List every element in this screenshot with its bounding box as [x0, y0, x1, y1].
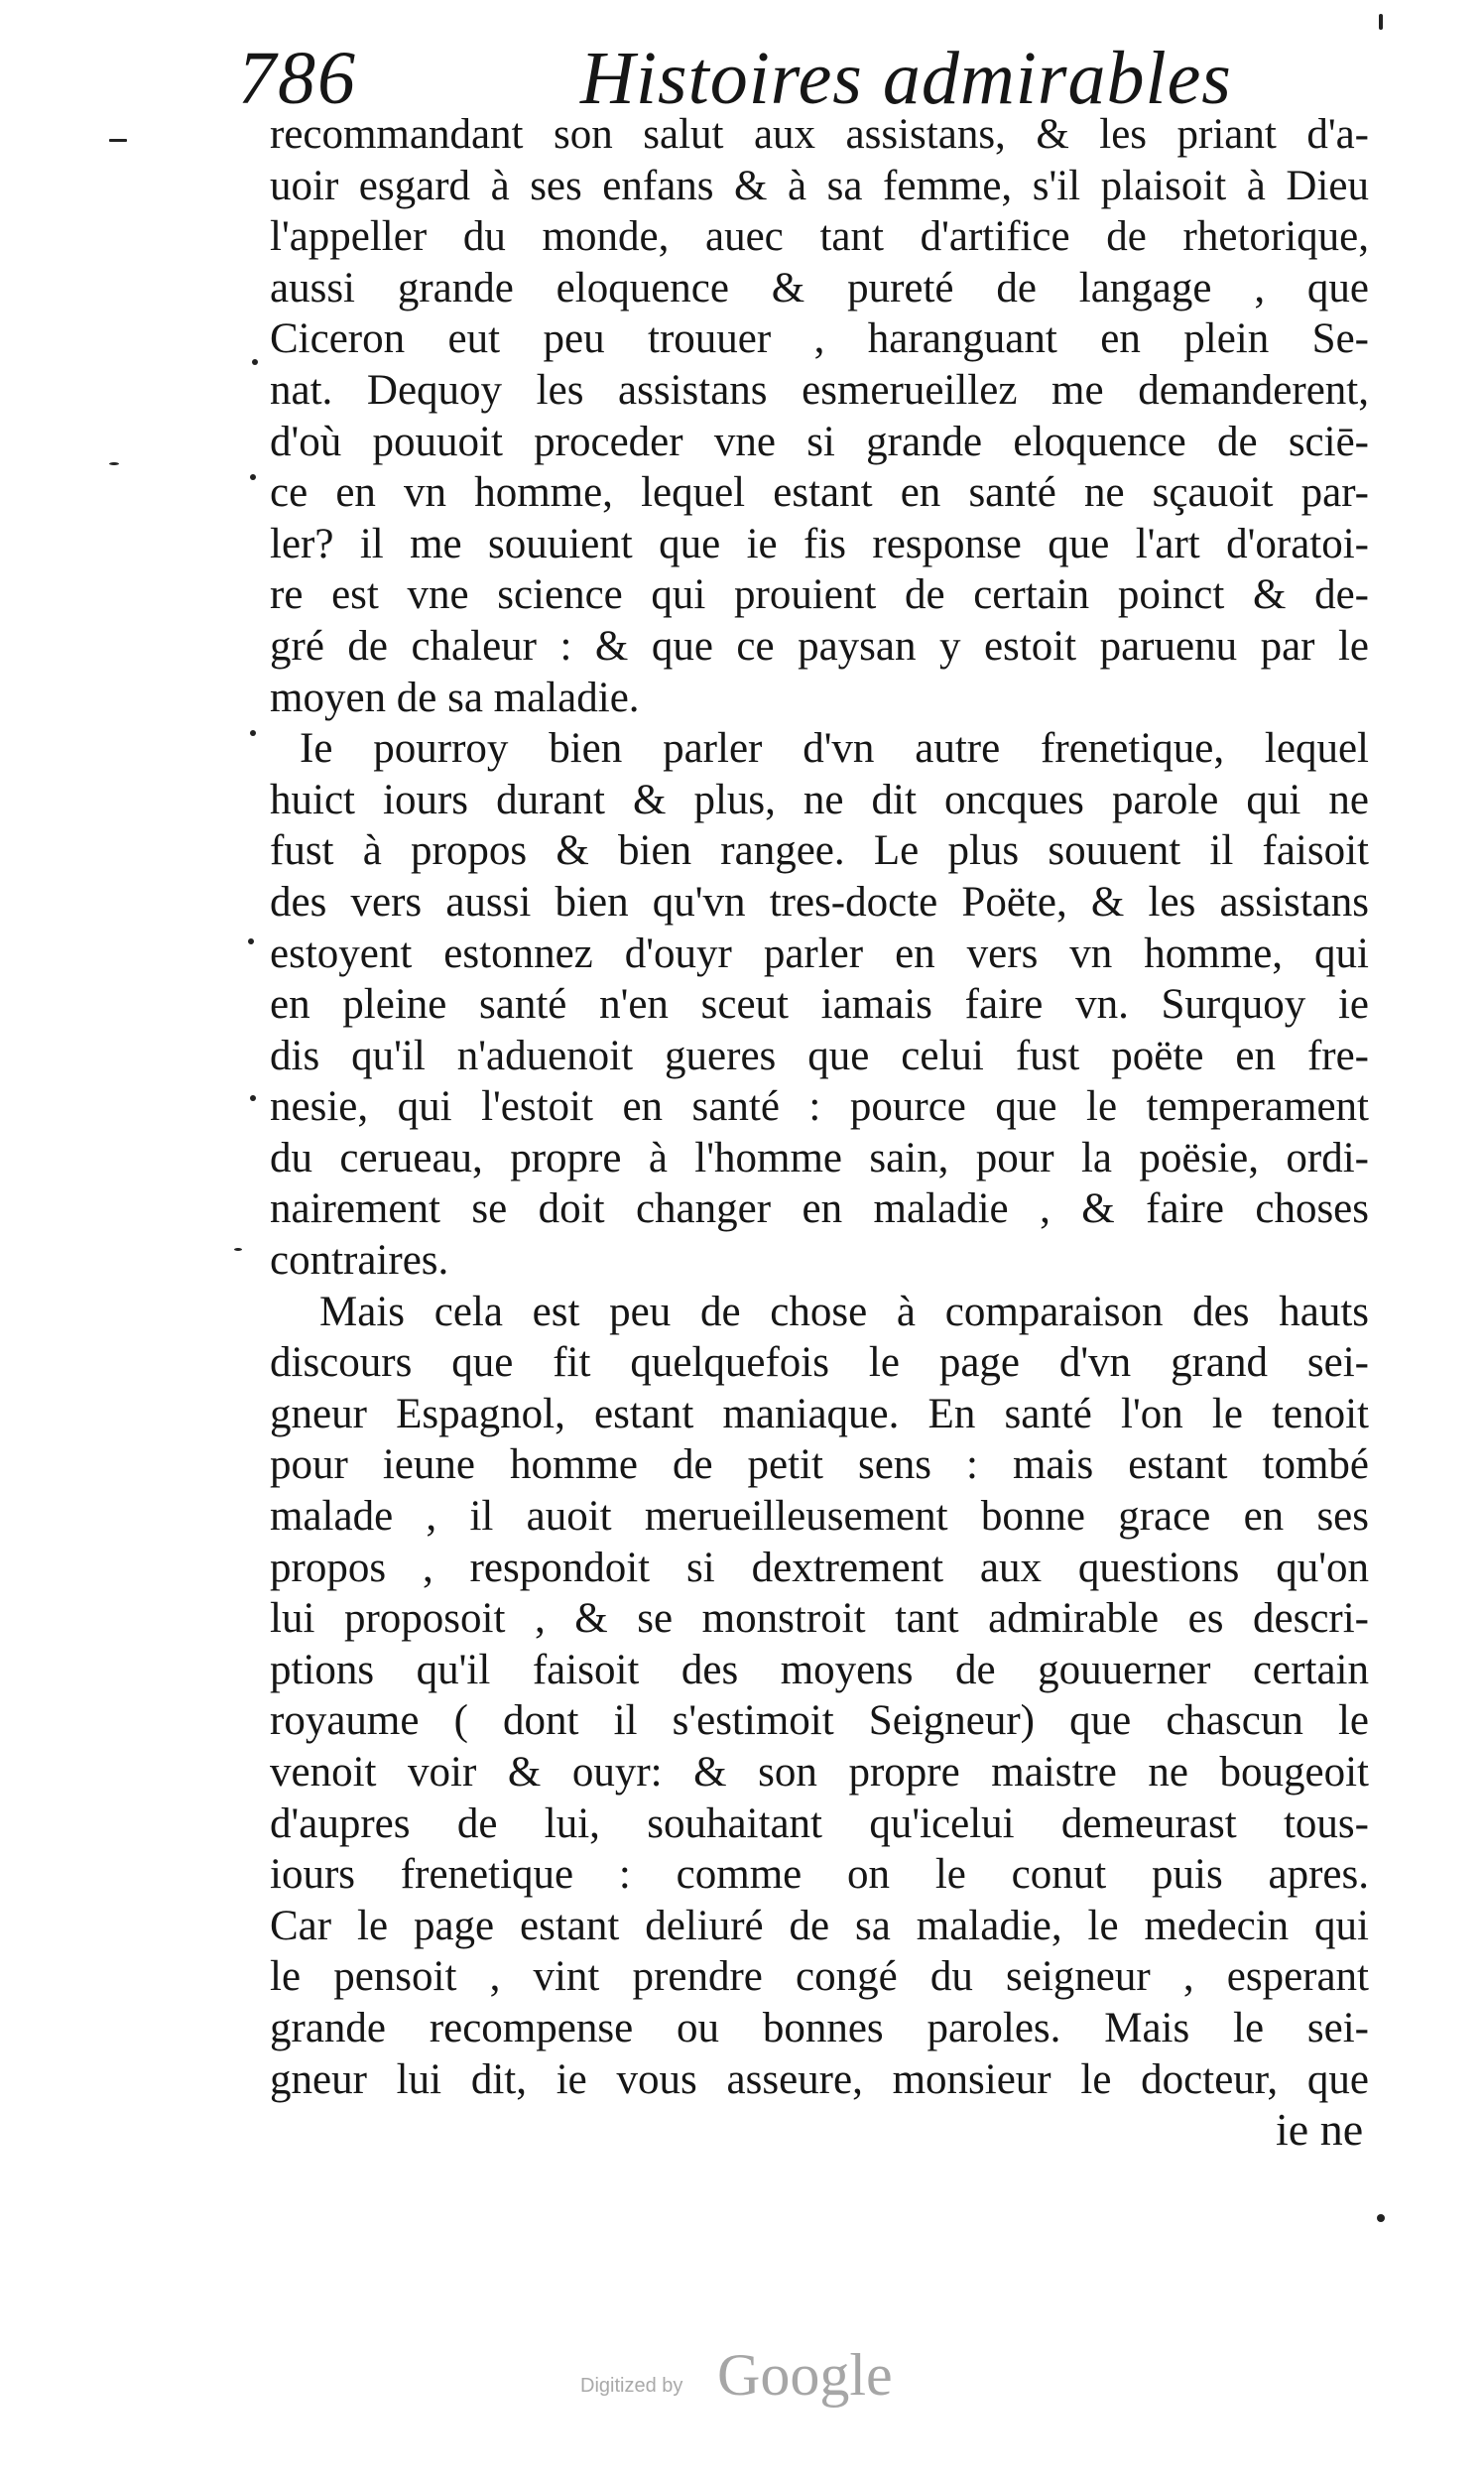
text-line: d'aupres de lui, souhaitant qu'icelui demeurast tous-	[270, 1799, 1369, 1847]
google-logo: Google	[717, 2342, 893, 2408]
text-line: gneur lui dit, ie vous asseure, monsieur le docteur, que	[270, 2055, 1369, 2103]
text-line: du cerueau, propre à l'homme sain, pour la poësie, ordi-	[270, 1134, 1369, 1181]
text-line: recommandant son salut aux assistans, & les priant d'a-	[270, 111, 1369, 158]
text-line: grande recompense ou bonnes paroles. Mais le sei-	[270, 2004, 1369, 2051]
page-header	[238, 22, 1329, 121]
text-line: Ciceron eut peu trouuer , haranguant en plein Se-	[270, 315, 1369, 363]
page-number: 786	[238, 37, 357, 120]
text-line: Mais cela est peu de chose à comparaison des hauts	[319, 1288, 1369, 1335]
text-line: venoit voir & ouyr: & son propre maistre ne bougeoit	[270, 1749, 1369, 1796]
scan-mark	[250, 474, 256, 480]
running-title: Histoires admirables	[580, 37, 1232, 120]
scan-mark	[109, 462, 119, 465]
text-line: fust à propos & bien rangee. Le plus souuent il faisoit	[270, 827, 1369, 875]
scan-mark	[248, 938, 254, 944]
scan-mark	[250, 1095, 256, 1101]
text-line: Car le page estant deliuré de sa maladie, le medecin qui	[270, 1902, 1369, 1949]
text-line: l'appeller du monde, auec tant d'artifice de rhetorique,	[270, 213, 1369, 261]
text-line: ler? il me souuient que ie fis response que l'art d'oratoi-	[270, 520, 1369, 567]
text-line: ce en vn homme, lequel estant en santé ne sçauoit par-	[270, 469, 1369, 517]
text-line: malade , il auoit merueilleusement bonne grace en ses	[270, 1493, 1369, 1541]
text-line: nat. Dequoy les assistans esmerueillez me demanderent,	[270, 366, 1369, 414]
text-line: propos , respondoit si dextrement aux questions qu'on	[270, 1544, 1369, 1591]
text-line: le pensoit , vint prendre congé du seigneur , esperant	[270, 1953, 1369, 2001]
text-line: en pleine santé n'en sceut iamais faire vn. Surquoy ie	[270, 981, 1369, 1029]
text-line: des vers aussi bien qu'vn tres-docte Poëte, & les assistans	[270, 878, 1369, 926]
text-line: royaume ( dont il s'estimoit Seigneur) que chascun le	[270, 1697, 1369, 1745]
text-line: dis qu'il n'aduenoit gueres que celui fust poëte en fre-	[270, 1032, 1369, 1079]
text-line: lui proposoit , & se monstroit tant admirable es descri-	[270, 1595, 1369, 1643]
text-line: estoyent estonnez d'ouyr parler en vers vn homme, qui	[270, 930, 1369, 977]
text-line: Ie pourroy bien parler d'vn autre frenetique, lequel	[300, 725, 1369, 773]
text-line: aussi grande eloquence & pureté de langage , que	[270, 264, 1369, 311]
scan-mark	[234, 1248, 242, 1251]
digitized-label: Digitized by	[580, 2375, 683, 2397]
scan-mark	[252, 359, 258, 365]
text-line: uoir esgard à ses enfans & à sa femme, s'il plaisoit à Dieu	[270, 162, 1369, 209]
text-line: d'où pouuoit proceder vne si grande eloquence de sciē-	[270, 418, 1369, 465]
text-line: ptions qu'il faisoit des moyens de gouuerner certain	[270, 1646, 1369, 1693]
text-line: moyen de sa maladie.	[270, 674, 640, 721]
catchword: ie ne	[1276, 2104, 1364, 2155]
text-line: nesie, qui l'estoit en santé : pource que le temperament	[270, 1083, 1369, 1131]
digitized-by-google-watermark	[580, 2341, 918, 2420]
scan-mark	[109, 139, 127, 142]
text-line: iours frenetique : comme on le conut puis apres.	[270, 1851, 1369, 1899]
text-line: nairement se doit changer en maladie , & faire choses	[270, 1185, 1369, 1233]
scan-mark	[250, 730, 256, 736]
text-line: discours que fit quelquefois le page d'vn grand sei-	[270, 1339, 1369, 1387]
text-line: contraires.	[270, 1237, 449, 1285]
text-line: huict iours durant & plus, ne dit oncques parole qui ne	[270, 776, 1369, 823]
text-line: gré de chaleur : & que ce paysan y estoit paruenu par le	[270, 622, 1369, 670]
body-text	[270, 109, 1369, 2105]
text-line: pour ieune homme de petit sens : mais estant tombé	[270, 1441, 1369, 1489]
scan-mark	[1377, 2214, 1385, 2222]
text-line: gneur Espagnol, estant maniaque. En santé l'on le tenoit	[270, 1390, 1369, 1437]
scan-mark	[1379, 14, 1383, 30]
text-line: re est vne science qui prouient de certain poinct & de-	[270, 571, 1369, 619]
